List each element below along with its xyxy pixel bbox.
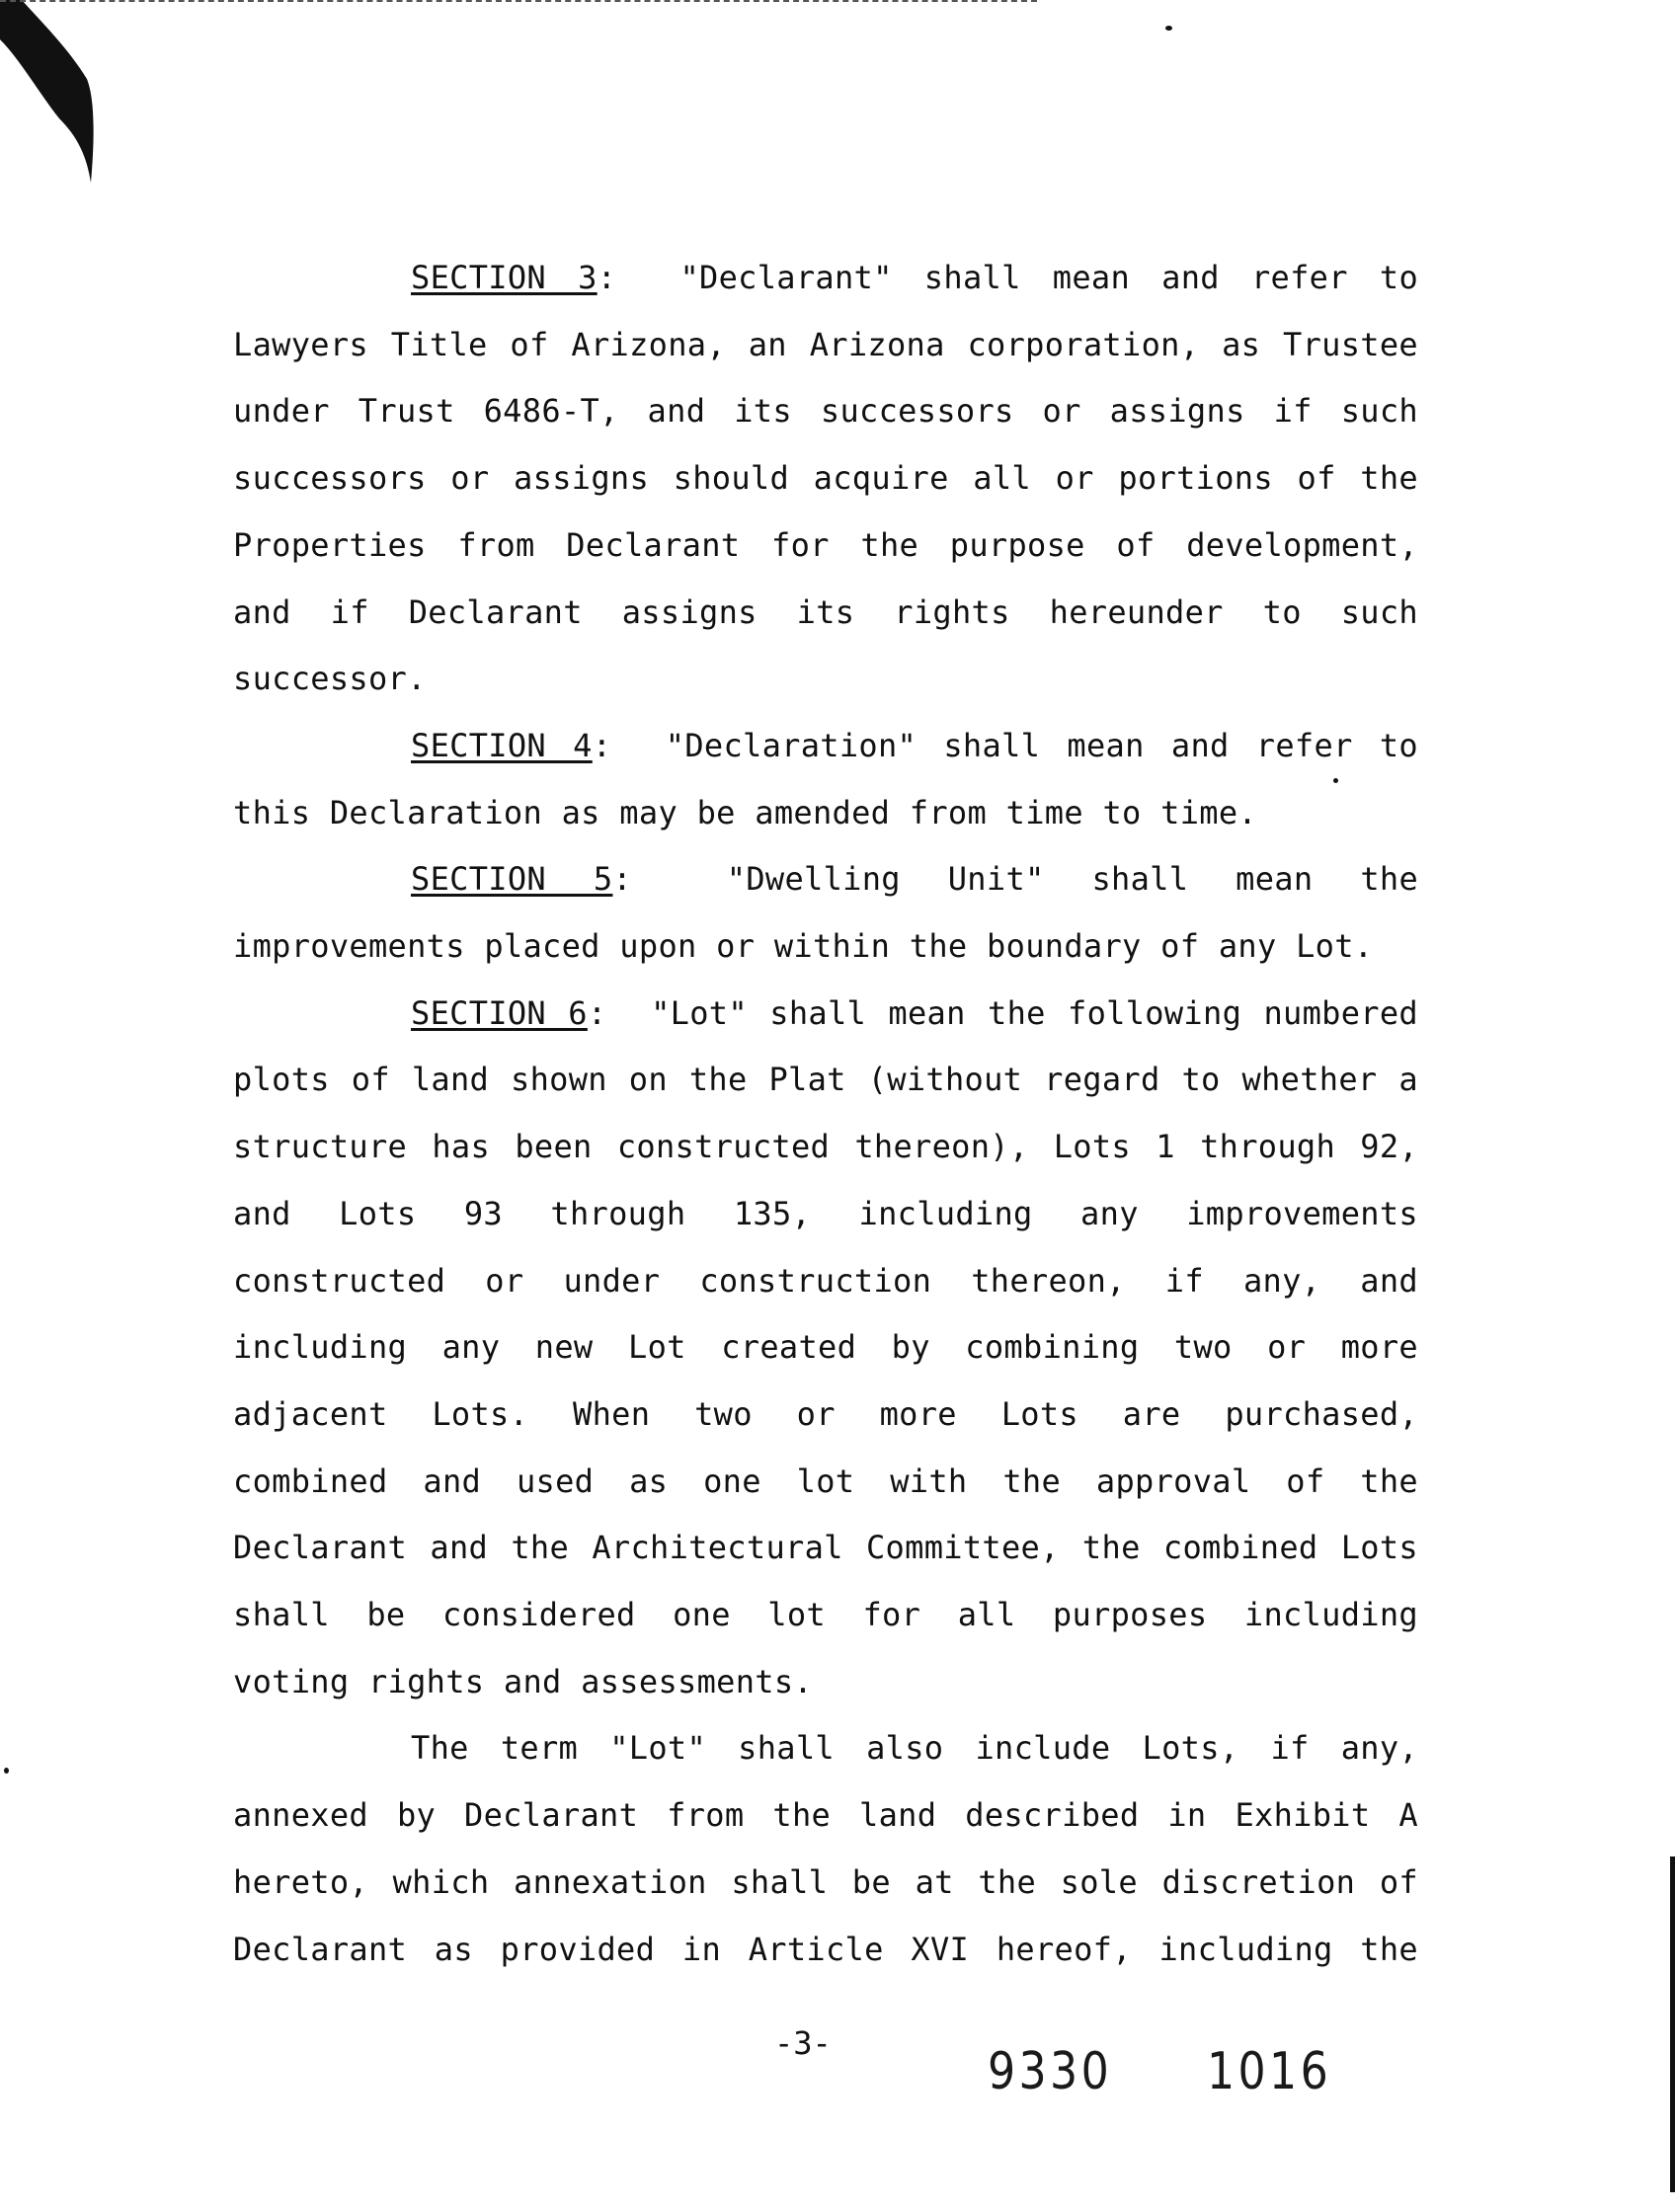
paragraph-line: this Declaration as may be amended from time to time. [233,793,1257,831]
paragraph-line: SECTION 5: "Dwelling Unit" shall mean the [411,860,1419,899]
section-label: SECTION 4 [411,726,593,764]
paragraph-text: "Lot" shall mean the following numbered [651,993,1418,1032]
section-label: SECTION 5 [411,860,613,899]
paragraph-line: SECTION 6: "Lot" shall mean the following numbered [411,993,1418,1032]
paragraph-line: adjacent Lots. When two or more Lots are purchased, [233,1394,1418,1433]
paragraph-line: Declarant as provided in Article XVI hereof, including the [233,1930,1418,1968]
paragraph-line: SECTION 3: "Declarant" shall mean and refer to [411,259,1419,296]
paragraph-line: under Trust 6486-T, and its successors or assigns if such [233,392,1418,431]
page-number: -3- [774,2024,832,2062]
paragraph-line: shall be considered one lot for all purposes including [233,1596,1418,1634]
paragraph-text: "Declarant" shall mean and refer to [679,259,1419,296]
recording-stamp-page: 1016 [1207,2042,1332,2101]
scan-speck [4,1768,9,1774]
scan-top-rule [0,0,1037,2]
paragraph-line: voting rights and assessments. [233,1662,813,1700]
paragraph-text: "Declaration" shall mean and refer to [665,726,1418,764]
paragraph-line: successors or assigns should acquire all or portions of the [233,459,1418,498]
paragraph-line: structure has been constructed thereon), Lots 1 through 92, [233,1128,1418,1166]
scan-artifact-mark [0,0,119,198]
paragraph-line: constructed or under construction thereon, if any, and [233,1261,1418,1300]
document-body [233,245,1418,1983]
paragraph-line: Properties from Declarant for the purpose of development, [233,525,1418,564]
paragraph-text: "Dwelling Unit" shall mean the [726,860,1419,899]
paragraph-line: successor. [233,660,427,698]
paragraph-line: Lawyers Title of Arizona, an Arizona corporation, as Trustee [233,325,1418,363]
paragraph-line: hereto, which annexation shall be at the sole discretion of [233,1862,1418,1901]
paragraph-line: Declarant and the Architectural Committee, the combined Lots [233,1529,1418,1567]
paragraph-line: and if Declarant assigns its rights hereunder to such [233,592,1418,631]
paragraph-line: including any new Lot created by combining two or more [233,1328,1418,1367]
scan-right-edge [1670,1856,1675,2192]
paragraph-line: plots of land shown on the Plat (without regard to whether a [233,1061,1418,1099]
paragraph-line: and Lots 93 through 135, including any improvements [233,1194,1418,1232]
section-label: SECTION 3 [411,259,598,296]
paragraph-line: The term "Lot" shall also include Lots, if any, [411,1729,1418,1768]
recording-stamp-book: 9330 [988,2042,1113,2101]
paragraph-line: annexed by Declarant from the land described in Exhibit A [233,1796,1418,1835]
paragraph-line: combined and used as one lot with the approval of the [233,1462,1418,1500]
paragraph-line: SECTION 4: "Declaration" shall mean and refer to [411,726,1418,764]
paragraph-line: improvements placed upon or within the boundary of any Lot. [233,927,1374,966]
section-label: SECTION 6 [411,993,588,1032]
scan-speck [1165,26,1172,31]
